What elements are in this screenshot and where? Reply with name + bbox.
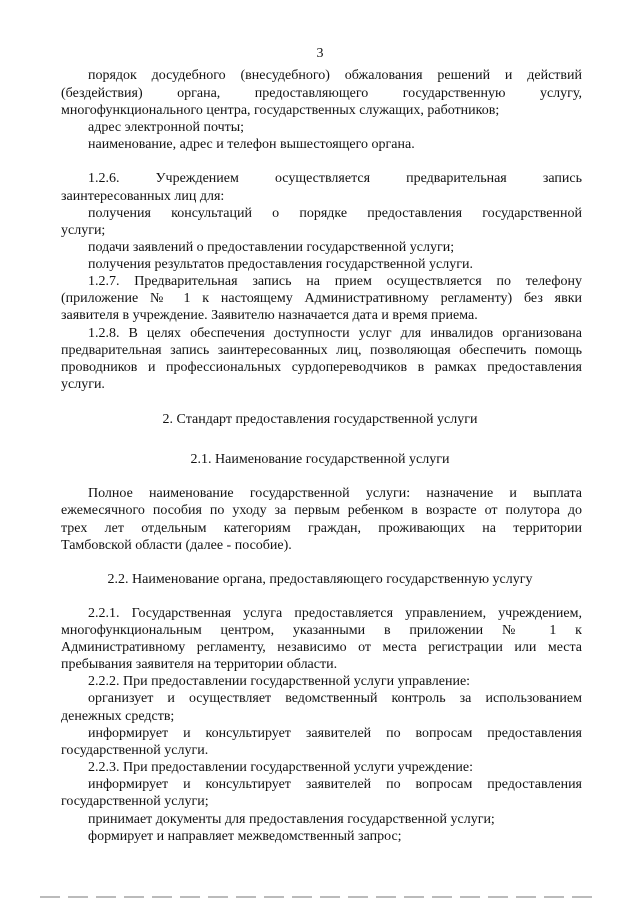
text-line: получения консультаций о порядке предоставления государственной — [88, 206, 582, 221]
text-line: пребывания заявителя на территории области. — [61, 657, 338, 672]
section-heading: 2. Стандарт предоставления государственной услуги — [162, 412, 478, 427]
text-line: принимает документы для предоставления государственной услуги; — [88, 812, 495, 827]
text-line: наименование, адрес и телефон вышестоящего органа. — [88, 137, 415, 152]
text-line: Тамбовской области (далее - пособие). — [61, 538, 292, 553]
text-line: многофункциональным центром, указанными в приложении № 1 к — [61, 623, 582, 638]
text-line: проводников и профессиональных сурдопереводчиков в рамках предоставления — [61, 360, 582, 375]
subsection-heading: 2.1. Наименование государственной услуги — [190, 452, 450, 467]
text-line: адрес электронной почты; — [88, 120, 245, 135]
text-line: получения результатов предоставления государственной услуги. — [88, 257, 473, 272]
text-line: услуги; — [61, 223, 106, 238]
text-line: 1.2.7. Предварительная запись на прием осуществляется по телефону — [88, 274, 582, 289]
text-line: организует и осуществляет ведомственный контроль за использованием — [88, 691, 582, 706]
text-line: заявителя в учреждение. Заявителю назначается дата и время приема. — [61, 308, 478, 323]
text-line: многофункционального центра, государственных служащих, работников; — [61, 103, 500, 118]
text-line: формирует и направляет межведомственный запрос; — [88, 829, 402, 844]
text-line: (бездействия) органа, предоставляющего государственную услугу, — [61, 86, 582, 101]
text-line: порядок досудебного (внесудебного) обжалования решений и действий — [88, 68, 582, 83]
text-line: Административному регламенту, независимо от места регистрации или места — [61, 640, 582, 655]
scan-edge — [40, 896, 600, 898]
text-line: информирует и консультирует заявителей по вопросам предоставления — [88, 726, 582, 741]
text-line: услуги. — [61, 377, 105, 392]
text-line: информирует и консультирует заявителей по вопросам предоставления — [88, 777, 582, 792]
text-line: 1.2.8. В целях обеспечения доступности услуг для инвалидов организована — [88, 326, 582, 341]
text-line: 1.2.6. Учреждением осуществляется предварительная запись — [88, 171, 582, 186]
text-line: денежных средств; — [61, 709, 175, 724]
text-line: Полное наименование государственной услуги: назначение и выплата — [88, 486, 582, 501]
text-line: трех лет отдельным категориям граждан, проживающих на территории — [61, 521, 582, 536]
text-line: 2.2.1. Государственная услуга предоставляется управлением, учреждением, — [88, 606, 582, 621]
page-number: 3 — [316, 46, 324, 61]
text-line: 2.2.3. При предоставлении государственной услуги учреждение: — [88, 760, 473, 775]
text-line: государственной услуги. — [61, 743, 209, 758]
text-line: заинтересованных лиц для: — [61, 189, 225, 204]
subsection-heading: 2.2. Наименование органа, предоставляющего государственную услугу — [107, 572, 533, 587]
text-line: государственной услуги; — [61, 794, 209, 809]
text-line: (приложение № 1 к настоящему Административному регламенту) без явки — [61, 291, 582, 306]
text-line: подачи заявлений о предоставлении государственной услуги; — [88, 240, 455, 255]
text-line: 2.2.2. При предоставлении государственной услуги управление: — [88, 674, 471, 689]
text-line: предварительная запись заинтересованных лиц, позволяющая обеспечить помощь — [61, 343, 582, 358]
text-line: ежемесячного пособия по уходу за первым ребенком в возрасте от полутора до — [61, 503, 582, 518]
